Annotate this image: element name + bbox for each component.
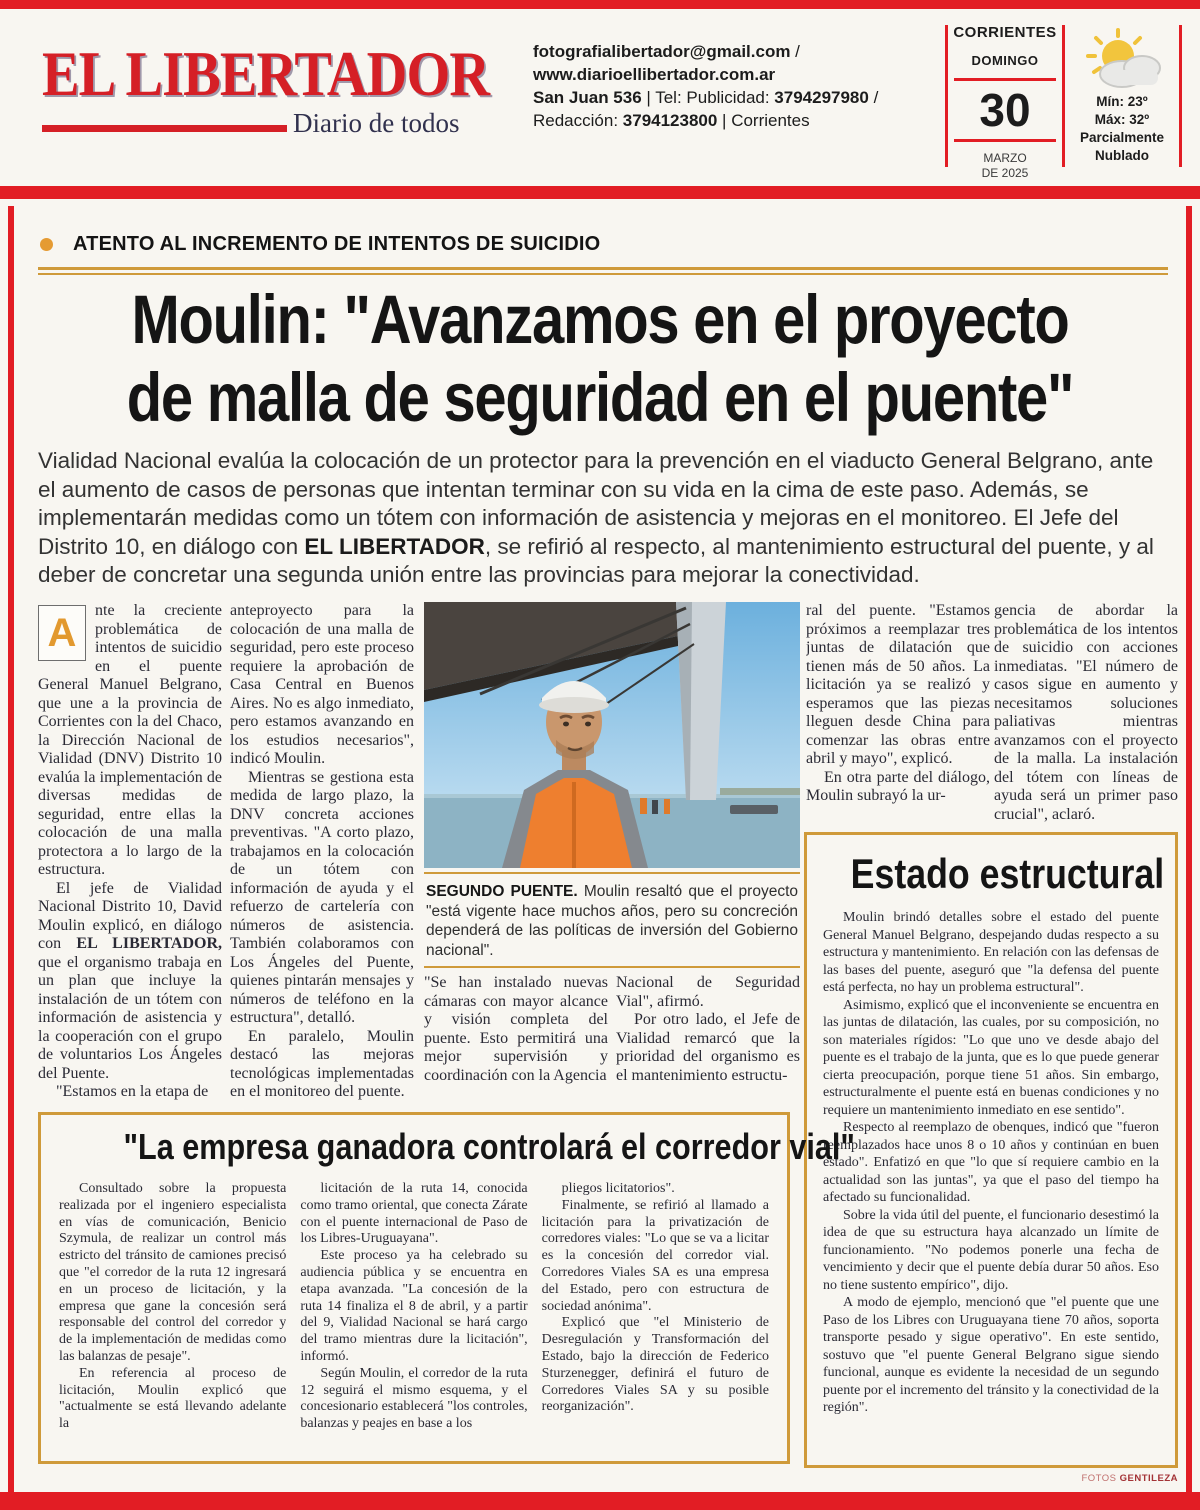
paragraph: En otra parte del diálogo, Moulin subrayó la ur- — [806, 768, 990, 804]
newspaper-tagline: Diario de todos — [293, 108, 460, 138]
empresa-box — [38, 1112, 855, 1464]
paragraph: "Se han instalado nuevas cámaras con mayor alcance y visión completa del puente. Esto permitirá una mejor supervisión y coordinación con la Agencia — [424, 974, 608, 1084]
paragraph: Respecto al reemplazo de obenques, indicó que "fueron reemplazados hace unos 8 o 10 años y continúan en buen estado". Enfatizó en que "lo que sí requiere cambio en la actualidad son las juntas", ya que el paso del tiempo ha afectado su funcionalidad. — [823, 1120, 1159, 1205]
empresa-column-3 — [542, 1181, 769, 1443]
mid-red-bar — [0, 186, 1200, 199]
header-separator — [945, 25, 948, 167]
date-rule-top — [954, 78, 1056, 81]
paragraph: ral del puente. "Estamos próximos a reemplazar tres juntas de dilatación que tienen más de 50 años. La licitación ya se realizó y esperamos que las piezas lleguen desde China para comenzar las obras entre abril y mayo", explicó. — [806, 602, 990, 767]
article-column-4 — [616, 974, 800, 1106]
article-column-1 — [38, 602, 222, 1108]
newspaper-logo: EL LIBERTADOR — [42, 38, 490, 109]
date-month: MARZO DE 2025 — [981, 151, 1029, 180]
paragraph: nte la creciente problemática de intentos de suicidio en el puente General Manuel Belgrano, que une a la provincia de Corrientes con la del Chaco, la Dirección Nacional de Vialidad (DNV) Distrito 10 evalúa la implementación de diversas medidas de seguridad, entre ellas la colocación de una malla protectora a lo largo de la estructura. — [38, 602, 222, 878]
contact-line-redaccion: Redacción: 3794123800 | Corrientes — [533, 111, 810, 130]
bridge-photo-illustration — [424, 602, 800, 868]
date-city: CORRIENTES — [953, 24, 1057, 41]
date-weekday: DOMINGO — [971, 53, 1039, 68]
header-separator — [1062, 25, 1065, 167]
paragraph: En paralelo, Moulin destacó las mejoras tecnológicas implementadas en el monitoreo del puente. — [230, 1027, 414, 1100]
logo-rule — [42, 125, 287, 132]
paragraph: Finalmente, se refirió al llamado a licitación para la privatización de corredores viales: "Lo que se va a licitar es la concesión del corredor vial. Corredores Viales SA es una empresa del Estado, pero con estructura de sociedad anónima". — [541, 1197, 769, 1314]
caption-lead: SEGUNDO PUENTE. — [426, 883, 578, 900]
article-column-2 — [230, 602, 414, 1108]
lede-paragraph: Vialidad Nacional evalúa la colocación de un protector para la prevención en el viaducto General Belgrano, ante el aumento de casos de personas que intentan terminar con su vida en la cima de este paso. Además, se implementarán medidas como un tótem con información de asistencia y mejoras en el monitoreo. El Jefe del Distrito 10, en diálogo con EL LIBERTADOR, se refirió al respecto, al mantenimiento estructural del puente, y al deber de concretar una segunda unión entre las provincias para mejorar la conectividad. — [38, 448, 1154, 588]
dropcap-letter: A — [38, 605, 86, 661]
contact-line-address: San Juan 536 | Tel: Publicidad: 3794297980 / — [533, 88, 879, 107]
paragraph: "Estamos en la etapa de — [56, 1083, 209, 1100]
paragraph: El jefe de Vialidad Nacional Distrito 10, David Moulin explicó, en diálogo con EL LIBERTADOR, que el organismo trabaja en un plan que incluye la instalación de un tótem con información de asistencia y la cooperación con el grupo de voluntarios Los Ángeles del Puente. — [38, 879, 222, 1082]
contact-block — [533, 40, 933, 132]
paragraph: licitación de la ruta 14, conocida como tramo oriental, que conecta Zárate con el puente internacional de Paso de los Libres-Uruguayana". — [300, 1181, 528, 1247]
bottom-red-bar — [0, 1492, 1200, 1510]
empresa-column-2 — [300, 1181, 527, 1443]
photo-credit: FOTOS GENTILEZA — [1081, 1473, 1178, 1484]
empresa-columns — [59, 1181, 769, 1443]
photo-caption: SEGUNDO PUENTE. Moulin resaltó que el proyecto "está vigente hace muchos años, pero su concreción dependerá de las políticas de inversión del Gobierno nacional". — [424, 872, 800, 968]
headline-line-1: Moulin: "Avanzamos en el proyecto — [131, 281, 1069, 358]
estado-box-title: Estado estructural — [850, 850, 1165, 897]
paragraph: Explicó que "el Ministerio de Desregulación y Transformación del Estado, bajo la dirección de Federico Sturzenegger, definirá el futuro de Corredores Viales SA y su posible reorganización". — [541, 1315, 769, 1415]
paragraph: Según Moulin, el corredor de la ruta 12 seguirá el mismo esquema, y el concesionario establecerá "los controles, balanzas y peajes en base a los — [300, 1365, 528, 1432]
article-column-3 — [424, 974, 608, 1106]
weather-min: Mín: 23º — [1096, 94, 1148, 109]
header-separator — [1179, 25, 1182, 167]
kicker-label: ATENTO AL INCREMENTO DE INTENTOS DE SUICIDIO — [73, 233, 601, 255]
sun-behind-cloud-icon — [1074, 26, 1170, 88]
date-number: 30 — [979, 84, 1031, 136]
contact-line-website: www.diarioellibertador.com.ar — [533, 65, 776, 84]
paragraph: Por otro lado, el Jefe de Vialidad remarcó que la prioridad del organismo es el mantenimiento estructu- — [616, 1011, 800, 1084]
date-box — [952, 24, 1058, 181]
bridge-photo-art — [424, 602, 800, 868]
paragraph: anteproyecto para la colocación de una malla de seguridad, pero este proceso requiere la aprobación de Casa Central en Buenos Aires. No es algo inmediato, pero estamos avanzando en los estudios necesarios", indicó Moulin. — [230, 602, 414, 767]
paragraph: pliegos licitatorios". — [561, 1181, 675, 1196]
paragraph: Este proceso ya ha celebrado su audiencia pública y se encuentra en etapa avanzada. "La concesión de la ruta 14 finaliza el 8 de abril, y a partir del 9, Vialidad Nacional se hará cargo del tramo mientras dure la licitación", informó. — [300, 1248, 528, 1364]
contact-line-email: fotografialibertador@gmail.com / — [533, 42, 800, 61]
paragraph: Sobre la vida útil del puente, el funcionario desestimó la idea de que su estructura haya alcanzado un límite de funcionamiento. "No podemos ponerle una fecha de vencimiento y decir que el puente debía durar 50 años. Eso no tiene sustento empírico", dijo. — [823, 1207, 1159, 1293]
main-headline — [0, 281, 1200, 437]
date-rule-bottom — [954, 139, 1056, 142]
kicker-rule — [38, 267, 1168, 275]
paragraph: Nacional de Seguridad Vial", afirmó. — [616, 974, 800, 1010]
empresa-column-1 — [59, 1181, 286, 1443]
paragraph: Asimismo, explicó que el inconveniente se encuentra en las juntas de dilatación, las cuales, por su composición, no son materiales rígidos: "Lo que uno ve desde abajo del puente es el trabajo de la junta, que es lo que puede generar cierta preocupación, porque tiene 51 años. Sin embargo, estructuralmente el puente está en buenas condiciones y no requiere un mantenimiento inmediato en ese sentido". — [823, 997, 1159, 1118]
top-red-bar — [0, 0, 1200, 9]
kicker — [40, 233, 600, 256]
logo-underline — [42, 108, 482, 139]
paragraph: Consultado sobre la propuesta realizada por el ingeniero especialista en vías de comunicación, Benicio Szymula, de realizar un control más estricto del tránsito de camiones precisó que "el corredor de la ruta 12 ingresará en un proceso de licitación, y la empresa que gane la concesión será responsable del control del corredor y de la implementación de medidas como las balanzas de pesaje". — [59, 1181, 287, 1364]
paragraph: A modo de ejemplo, mencionó que "el puente que une Paso de los Libres con Uruguayana tiene 70 años, soporta transporte pesado y sigue operativo". En este sentido, sostuvo que "el puente General Belgrano sigue siendo funcional, aunque es evidente la necesidad de un segundo puente por el incremento del tránsito y la conectividad de la región". — [823, 1295, 1159, 1415]
headline-line-2: de malla de seguridad en el puente" — [126, 359, 1074, 436]
lede-brand-bold: EL LIBERTADOR — [304, 533, 485, 559]
paragraph: Mientras se gestiona esta medida de largo plazo, la DNV concreta acciones preventivas. "A corto plazo, trabajamos en la colocación de un tótem con información de ayuda y el refuerzo de cartelería con números de asistencia. También colaboramos con Los Ángeles del Puente, quienes pintarán mensajes y números de teléfono en la estructura", detalló. — [230, 768, 414, 1026]
weather-condition: Parcialmente Nublado — [1079, 130, 1165, 163]
weather-max: Máx: 32º — [1094, 112, 1150, 127]
paragraph: gencia de abordar la problemática de los intentos de suicidio con acciones inmediatas. "El número de casos sigue en aumento y necesitamos soluciones paliativas mientras avanzamos con el proyecto de la malla. La instalación del tótem con líneas de ayuda será un primer paso crucial", aclaró. — [994, 602, 1178, 823]
masthead — [42, 38, 490, 139]
weather-block — [1066, 26, 1178, 165]
paragraph: Moulin brindó detalles sobre el estado del puente General Manuel Belgrano, despejando dudas respecto a su estructura y mantenimiento. En relación con las defensas de las bases del puente, aseguró que "la defensa del puente está perfecta, no hay un problema estructural". — [823, 910, 1159, 995]
bullet-icon — [40, 238, 53, 251]
article-column-6 — [994, 602, 1178, 826]
estado-estructural-box — [804, 832, 1178, 1468]
empresa-box-title: "La empresa ganadora controlará el corredor vial" — [123, 1126, 855, 1167]
article-column-5 — [806, 602, 990, 826]
paragraph: En referencia al proceso de licitación, Moulin explicó que "actualmente se está llevando adelante la — [59, 1365, 287, 1432]
